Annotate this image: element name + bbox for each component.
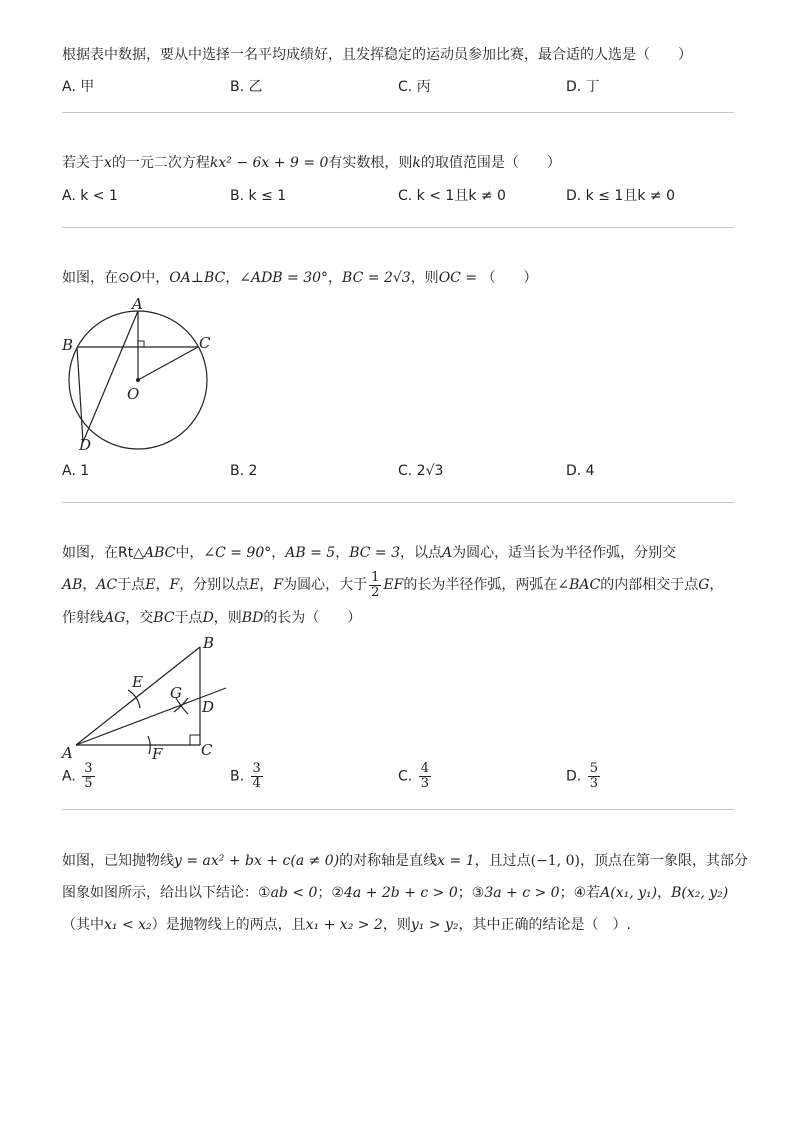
label-b: B <box>62 336 74 354</box>
q3-circle-figure <box>55 292 225 454</box>
q5-stem-line3: （其中x₁ < x₂）是抛物线上的两点，且x₁ + x₂ > 2，则y₁ > y₂，其中正确的结论是（ ）. <box>62 917 631 933</box>
label-a: A <box>132 295 143 313</box>
label-o: O <box>127 385 140 403</box>
q3-stem: 如图，在⊙O中，OA⊥BC，∠ADB = 30°，BC = 2√3，则OC = （ ） <box>62 270 538 286</box>
center-point <box>136 378 140 382</box>
q3-option-c: C. 2√3 <box>398 463 444 479</box>
divider <box>62 112 734 113</box>
label-d: D <box>79 436 92 454</box>
label-b: B <box>203 634 215 652</box>
q4-stem-line3: 作射线AG，交BC于点D，则BD的长为（ ） <box>62 610 362 626</box>
segment-bd <box>77 347 83 442</box>
divider <box>62 809 734 810</box>
q3-option-d: D. 4 <box>566 463 595 479</box>
label-e: E <box>132 673 143 691</box>
q3-option-b: B. 2 <box>230 463 258 479</box>
right-angle-mark <box>190 735 200 745</box>
segment-ad <box>83 311 138 442</box>
q1-option-b: B. 乙 <box>230 79 263 95</box>
q4-stem-line2: AB，AC于点E，F，分别以点E，F为圆心，大于 $\frac{1}{2}$ EF的长为半径作弧，两弧在∠BAC的内部相交于点G， <box>62 569 724 600</box>
q2-stem: 若关于x的一元二次方程kx² − 6x + 9 = 0有实数根，则k的取值范围是（ ） <box>62 155 561 171</box>
q1-option-c: C. 丙 <box>398 79 431 95</box>
q4-triangle-figure <box>58 632 238 764</box>
q4-option-d: D. $\frac{5}{3}$ <box>566 761 598 791</box>
q1-stem: 根据表中数据，要从中选择一名平均成绩好，且发挥稳定的运动员参加比赛，最合适的人选是（ ） <box>62 47 692 63</box>
label-c: C <box>201 741 213 759</box>
label-a: A <box>62 744 73 762</box>
q5-stem-line1: 如图，已知抛物线y = ax² + bx + c(a ≠ 0)的对称轴是直线x = 1，且过点(−1, 0)，顶点在第一象限，其部分 <box>62 853 748 869</box>
q4-option-b: B. $\frac{3}{4}$ <box>230 761 261 791</box>
q2-option-d: D. k ≤ 1且k ≠ 0 <box>566 188 675 204</box>
q4-option-c: C. $\frac{4}{3}$ <box>398 761 429 791</box>
ray-ag <box>76 688 226 745</box>
q4-option-a: A. $\frac{3}{5}$ <box>62 761 93 791</box>
label-f: F <box>152 745 163 763</box>
right-angle-mark <box>138 341 144 347</box>
q5-stem-line2: 图象如图所示，给出以下结论：①ab < 0；②4a + 2b + c > 0；③3a + c > 0；④若A(x₁, y₁)，B(x₂, y₂) <box>62 885 729 901</box>
label-c: C <box>199 334 211 352</box>
label-g: G <box>170 684 182 702</box>
q2-option-c: C. k < 1且k ≠ 0 <box>398 188 506 204</box>
segment-oc <box>138 347 198 380</box>
q2-equation: kx² − 6x + 9 = 0 <box>209 155 329 171</box>
divider <box>62 227 734 228</box>
q1-option-d: D. 丁 <box>566 79 600 95</box>
q3-option-a: A. 1 <box>62 463 90 479</box>
q4-stem-line1: 如图，在Rt△ABC中，∠C = 90°，AB = 5，BC = 3，以点A为圆心，适当长为半径作弧，分别交 <box>62 545 677 561</box>
label-d: D <box>202 698 215 716</box>
fraction-one-half: $\frac{1}{2}$ <box>371 569 380 600</box>
q2-option-b: B. k ≤ 1 <box>230 188 287 204</box>
q2-option-a: A. k < 1 <box>62 188 118 204</box>
q1-option-a: A. 甲 <box>62 79 95 95</box>
divider <box>62 502 734 503</box>
